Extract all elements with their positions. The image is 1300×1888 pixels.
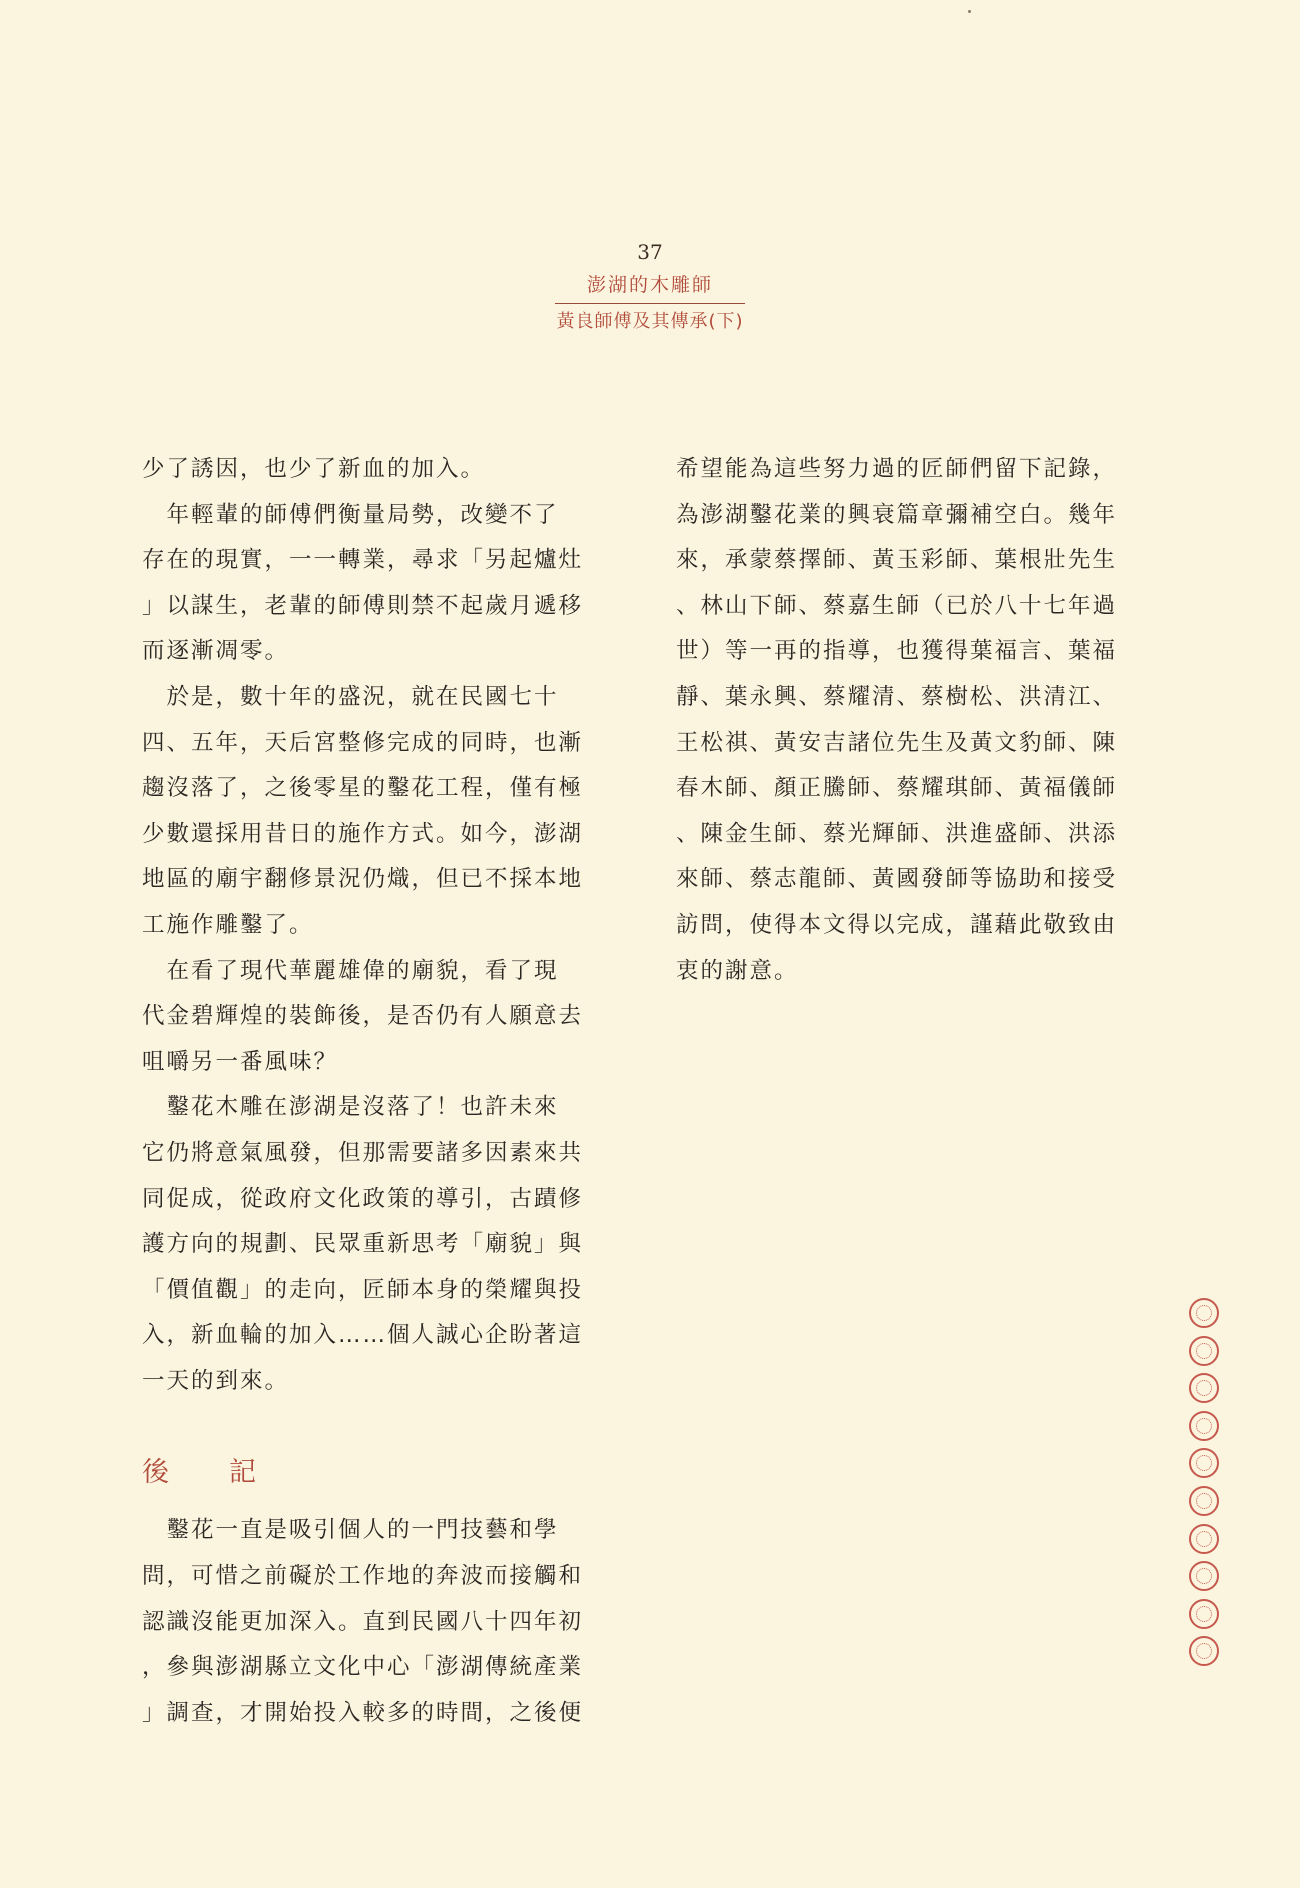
- text-line: 鑿花一直是吸引個人的一門技藝和學: [142, 1517, 559, 1544]
- seal-stamp-icon: [1189, 1448, 1219, 1478]
- text-line: 存在的現實，一一轉業，尋求「另起爐灶: [142, 547, 584, 574]
- text-line: 它仍將意氣風發，但那需要諸多因素來共: [142, 1139, 584, 1166]
- header-divider: [555, 303, 745, 304]
- text-line: 為澎湖鑿花業的興衰篇章彌補空白。幾年: [676, 501, 1118, 528]
- seal-ornament-strip: [1180, 1298, 1228, 1674]
- running-subtitle: 黃良師傅及其傳承(下): [556, 311, 744, 332]
- text-line: 四、五年，天后宮整修完成的同時，也漸: [142, 729, 584, 756]
- page-header: [0, 238, 1300, 336]
- text-line: 一天的到來。: [142, 1367, 290, 1394]
- text-line: 「價值觀」的走向，匠師本身的榮耀與投: [142, 1276, 584, 1303]
- right-column: [676, 447, 1131, 994]
- page-number: 37: [637, 240, 663, 264]
- text-line: 」以謀生，老輩的師傅則禁不起歲月遞移: [142, 592, 584, 619]
- text-line: 認識沒能更加深入。直到民國八十四年初: [142, 1608, 584, 1635]
- text-line: 春木師、顏正騰師、蔡耀琪師、黃福儀師: [676, 775, 1118, 802]
- text-line: 王松祺、黃安吉諸位先生及黃文豹師、陳: [676, 729, 1118, 756]
- text-line: 訪問，使得本文得以完成，謹藉此敬致由: [676, 911, 1118, 938]
- seal-stamp-icon: [1189, 1298, 1219, 1328]
- text-line: ，參與澎湖縣立文化中心「澎湖傳統產業: [142, 1654, 584, 1681]
- text-line: 衷的謝意。: [676, 957, 799, 984]
- text-line: 代金碧輝煌的裝飾後，是否仍有人願意去: [142, 1003, 584, 1030]
- seal-stamp-icon: [1189, 1336, 1219, 1366]
- seal-stamp-icon: [1189, 1411, 1219, 1441]
- seal-stamp-icon: [1189, 1599, 1219, 1629]
- seal-stamp-icon: [1189, 1636, 1219, 1666]
- seal-stamp-icon: [1189, 1373, 1219, 1403]
- text-line: 少了誘因，也少了新血的加入。: [142, 456, 486, 482]
- text-line: 世）等一再的指導，也獲得葉福言、葉福: [676, 638, 1118, 665]
- text-line: 同促成，從政府文化政策的導引，古蹟修: [142, 1185, 584, 1212]
- text-line: 入，新血輪的加入……個人誠心企盼著這: [142, 1322, 584, 1349]
- text-line: 工施作雕鑿了。: [142, 911, 314, 938]
- seal-stamp-icon: [1189, 1524, 1219, 1554]
- left-column: [142, 447, 597, 1736]
- text-line: 咀嚼另一番風味？: [142, 1048, 339, 1075]
- running-title: 澎湖的木雕師: [586, 274, 713, 296]
- text-line: 問，可惜之前礙於工作地的奔波而接觸和: [142, 1563, 584, 1590]
- text-line: 靜、葉永興、蔡耀清、蔡樹松、洪清江、: [676, 683, 1118, 710]
- spacer: [142, 1404, 597, 1438]
- text-line: 來師、蔡志龍師、黃國發師等協助和接受: [676, 866, 1118, 893]
- section-heading-char: 後: [142, 1457, 171, 1489]
- text-line: 少數還採用昔日的施作方式。如今，澎湖: [142, 820, 584, 847]
- speck: [968, 10, 971, 13]
- text-line: 希望能為這些努力過的匠師們留下記錄，: [676, 456, 1118, 482]
- text-line: 而逐漸凋零。: [142, 638, 290, 665]
- text-line: 來，承蒙蔡擇師、黃玉彩師、葉根壯先生: [676, 547, 1118, 574]
- text-line: 、陳金生師、蔡光輝師、洪進盛師、洪添: [676, 820, 1118, 847]
- text-line: 」調查，才開始投入較多的時間，之後便: [142, 1699, 584, 1726]
- text-line: 地區的廟宇翻修景況仍熾，但已不採本地: [142, 866, 584, 893]
- seal-stamp-icon: [1189, 1561, 1219, 1591]
- text-line: 年輕輩的師傅們衡量局勢，改變不了: [142, 501, 559, 528]
- text-line: 護方向的規劃、民眾重新思考「廟貌」與: [142, 1231, 584, 1258]
- text-line: 於是，數十年的盛況，就在民國七十: [142, 683, 559, 710]
- text-line: 鑿花木雕在澎湖是沒落了！也許未來: [142, 1094, 559, 1121]
- section-heading-char: 記: [229, 1457, 258, 1489]
- section-heading-postscript: [142, 1438, 597, 1508]
- text-line: 在看了現代華麗雄偉的廟貌，看了現: [142, 957, 559, 984]
- text-line: 趨沒落了，之後零星的鑿花工程，僅有極: [142, 775, 584, 802]
- text-line: 、林山下師、蔡嘉生師（已於八十七年過: [676, 592, 1118, 619]
- seal-stamp-icon: [1189, 1486, 1219, 1516]
